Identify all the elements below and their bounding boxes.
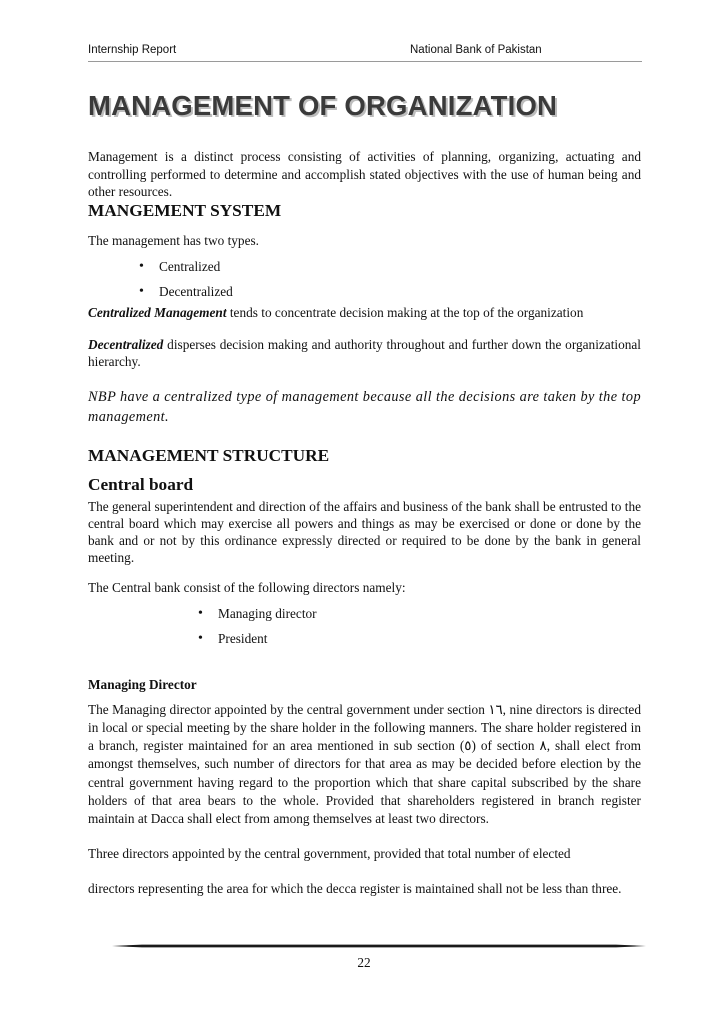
page-number: 22 xyxy=(357,955,371,970)
nbp-management-note: NBP have a centralized type of management because all the decisions are taken by the top management. xyxy=(88,388,641,425)
directors-list xyxy=(218,605,641,648)
managing-director-paragraph: The Managing director appointed by the central government under section ١٦, nine directors is directed in local or special meeting by the share holder in the following manners. The share holder registered in a branch, register maintained for an area mentioned in sub section (٥) of section ٨, shall elect from amongst themselves, such number of directors for that area as may be decided before election by the central government having regard to the proportion which that share capital subscribed by the share holders of that area bears to the whole. Provided that shareholders registered in branch register maintain at Dacca shall elect from among themselves at least two directors. xyxy=(88,701,641,826)
list-item: • Managing director xyxy=(218,605,641,623)
header-divider xyxy=(88,61,642,62)
centralized-text: tends to concentrate decision making at the top of the organization xyxy=(226,305,584,320)
centralized-definition xyxy=(88,304,641,322)
decentralized-text: disperses decision making and authority throughout and further down the organizational hierarchy. xyxy=(88,336,641,369)
management-types-intro: The management has two types. xyxy=(88,232,259,248)
management-system-heading: MANGEMENT SYSTEM xyxy=(88,200,282,220)
intro-paragraph: Management is a distinct process consisting of activities of planning, organizing, actuating and controlling performed to determine and accomplish stated objectives with the use of human being and other resources. xyxy=(88,149,641,199)
central-board-paragraph: The general superintendent and direction of the affairs and business of the bank shall be entrusted to the central board which may exercise all powers and things as may be exercised or done or done by the bank and or not by this ordinance expressly directed or required to be done by the bank in general meeting. xyxy=(88,498,641,566)
list-item: • President xyxy=(218,630,641,648)
management-types-list xyxy=(159,258,641,301)
header-bank-name: National Bank of Pakistan xyxy=(410,44,542,56)
centralized-term: Centralized Management xyxy=(88,305,227,320)
managing-director-heading: Managing Director xyxy=(88,676,197,692)
directors-area-paragraph: directors representing the area for which the decca register is maintained shall not be less than three. xyxy=(88,880,622,896)
list-item: • Centralized xyxy=(159,258,641,276)
list-item: • Decentralized xyxy=(159,283,641,301)
directors-intro: The Central bank consist of the following directors namely: xyxy=(88,579,406,595)
three-directors-paragraph: Three directors appointed by the central government, provided that total number of elected xyxy=(88,846,571,862)
decentralized-definition xyxy=(88,336,641,371)
page-title: MANAGEMENT OF ORGANIZATION xyxy=(88,90,558,121)
management-structure-heading: MANAGEMENT STRUCTURE xyxy=(88,445,330,465)
page-content xyxy=(88,88,641,897)
decentralized-term: Decentralized xyxy=(88,336,164,352)
footer-divider xyxy=(112,944,646,948)
central-board-heading: Central board xyxy=(88,474,194,494)
header-report-title: Internship Report xyxy=(88,44,177,56)
